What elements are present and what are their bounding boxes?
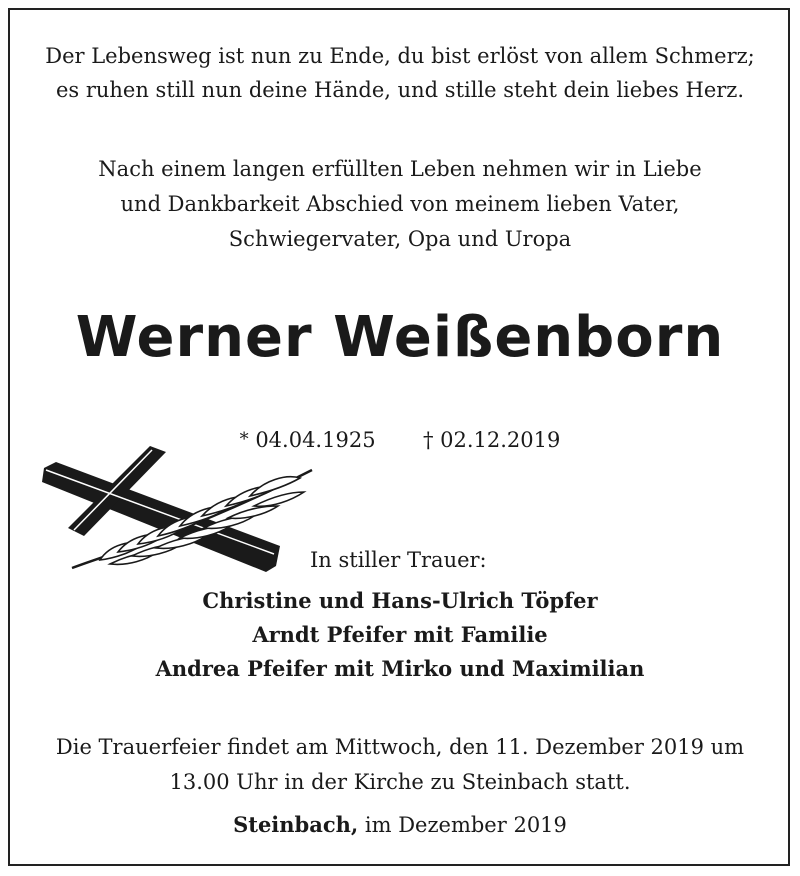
birth-date: 04.04.1925 bbox=[255, 428, 376, 452]
birth-symbol: * bbox=[239, 429, 249, 450]
cross-with-palm-branch-icon bbox=[40, 440, 320, 580]
death-date: 02.12.2019 bbox=[440, 428, 561, 452]
mourner-name: Christine und Hans-Ulrich Töpfer bbox=[202, 588, 598, 613]
funeral-line-2: 13.00 Uhr in der Kirche zu Steinbach statt. bbox=[169, 770, 631, 794]
intro-line-3: Schwiegervater, Opa und Uropa bbox=[228, 227, 572, 251]
deceased-name: Werner Weißenborn bbox=[75, 305, 725, 370]
mourner-name: Arndt Pfeifer mit Familie bbox=[252, 622, 548, 647]
closing-line bbox=[0, 809, 800, 841]
intro-line-2: und Dankbarkeit Abschied von meinem lieben Vater, bbox=[120, 192, 680, 216]
closing-place: Steinbach, bbox=[233, 812, 359, 837]
closing-date: im Dezember 2019 bbox=[358, 813, 567, 837]
intro-line-1: Nach einem langen erfüllten Leben nehmen wir in Liebe bbox=[98, 157, 702, 181]
death-symbol: † bbox=[422, 428, 434, 452]
verse-line-2: es ruhen still nun deine Hände, und stille steht dein liebes Herz. bbox=[55, 78, 745, 102]
mourner-name: Andrea Pfeifer mit Mirko und Maximilian bbox=[155, 656, 645, 681]
verse-line-1: Der Lebensweg ist nun zu Ende, du bist erlöst von allem Schmerz; bbox=[45, 44, 755, 68]
mourners-heading: In stiller Trauer: bbox=[310, 548, 487, 572]
funeral-line-1: Die Trauerfeier findet am Mittwoch, den 11. Dezember 2019 um bbox=[55, 735, 745, 759]
